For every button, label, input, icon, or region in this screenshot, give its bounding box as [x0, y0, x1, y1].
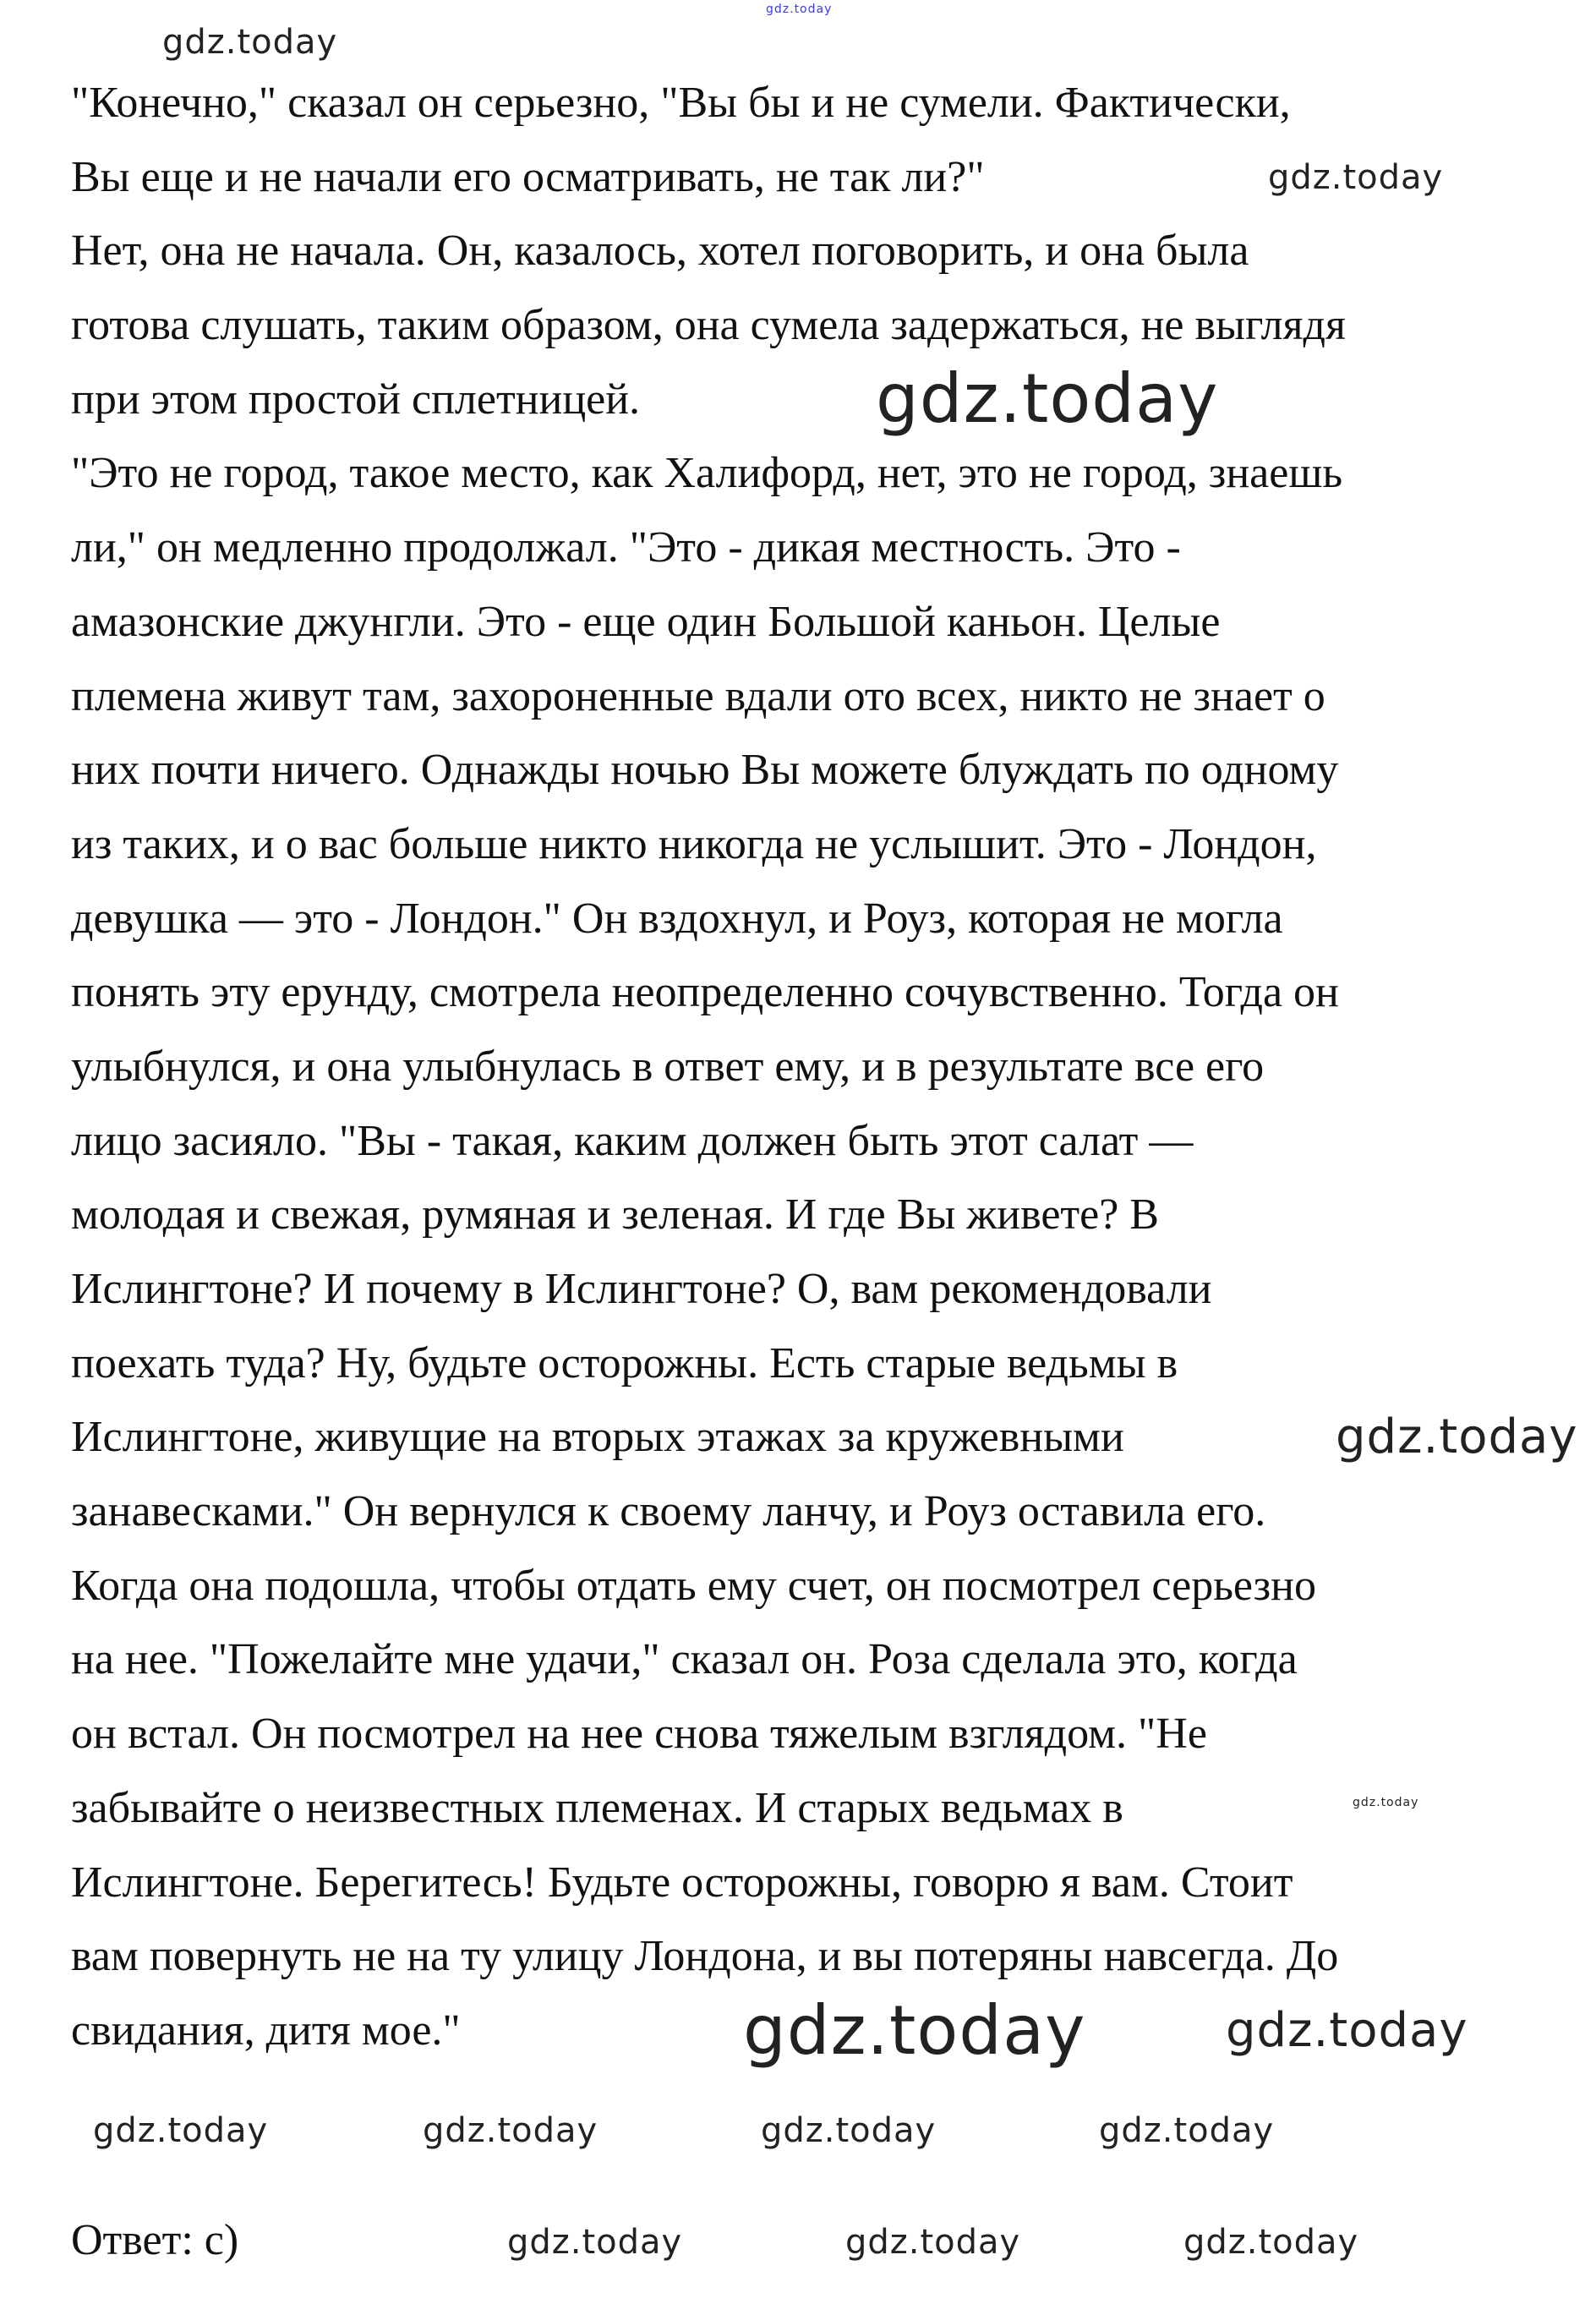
- watermark: gdz.today: [766, 3, 833, 16]
- watermark: gdz.today: [876, 359, 1219, 438]
- text-line: Когда она подошла, чтобы отдать ему счет, он посмотрел серьезно: [71, 1561, 1317, 1610]
- watermark: gdz.today: [845, 2223, 1021, 2262]
- text-line: ли," он медленно продолжал. "Это - дикая местность. Это -: [71, 523, 1181, 572]
- text-line: племена живут там, захороненные вдали ото всех, никто не знает о: [71, 671, 1325, 720]
- text-line: Вы еще и не начали его осматривать, не так ли?": [71, 152, 985, 201]
- watermark: gdz.today: [507, 2223, 683, 2262]
- text-line: Ислингтоне, живущие на вторых этажах за кружевными: [71, 1413, 1124, 1462]
- text-line: них почти ничего. Однажды ночью Вы можете блуждать по одному: [71, 746, 1339, 795]
- text-line: Нет, она не начала. Он, казалось, хотел поговорить, и она была: [71, 227, 1249, 276]
- text-line: лицо засияло. "Вы - такая, каким должен быть этот салат —: [71, 1116, 1194, 1165]
- watermark: gdz.today: [1268, 158, 1444, 197]
- text-line: при этом простой сплетницей.: [71, 375, 641, 424]
- text-line: амазонские джунгли. Это - еще один Большой каньон. Целые: [71, 597, 1221, 646]
- text-line: девушка — это - Лондон." Он вздохнул, и Роуз, которая не могла: [71, 894, 1283, 943]
- text-line: из таких, и о вас больше никто никогда не услышит. Это - Лондон,: [71, 819, 1317, 868]
- text-line: забывайте о неизвестных племенах. И старых ведьмах в: [71, 1783, 1123, 1832]
- text-line: он встал. Он посмотрел на нее снова тяжелым взглядом. "Не: [71, 1710, 1207, 1759]
- text-line: на нее. "Пожелайте мне удачи," сказал он. Роза сделала это, когда: [71, 1635, 1298, 1684]
- text-line: улыбнулся, и она улыбнулась в ответ ему, и в результате все его: [71, 1042, 1265, 1091]
- watermark: gdz.today: [1336, 1409, 1578, 1464]
- watermark: gdz.today: [162, 23, 338, 62]
- text-line: молодая и свежая, румяная и зеленая. И где Вы живете? В: [71, 1190, 1159, 1240]
- answer-text: Ответ: с): [71, 2216, 239, 2264]
- text-line: Ислингтоне? И почему в Ислингтоне? О, вам рекомендовали: [71, 1265, 1212, 1313]
- watermark: gdz.today: [1353, 1796, 1419, 1809]
- watermark: gdz.today: [761, 2111, 937, 2150]
- text-line: "Конечно," сказал он серьезно, "Вы бы и не сумели. Фактически,: [71, 79, 1291, 127]
- watermark: gdz.today: [93, 2111, 269, 2150]
- watermark: gdz.today: [1226, 2003, 1468, 2058]
- text-line: готова слушать, таким образом, она сумела задержаться, не выглядя: [71, 301, 1346, 350]
- text-line: понять эту ерунду, смотрела неопределенно сочувственно. Тогда он: [71, 968, 1339, 1017]
- text-line: свидания, дитя мое.": [71, 2006, 461, 2055]
- watermark: gdz.today: [1183, 2223, 1359, 2262]
- watermark: gdz.today: [743, 1991, 1086, 2070]
- text-line: Ислингтоне. Берегитесь! Будьте осторожны, говорю я вам. Стоит: [71, 1858, 1293, 1907]
- watermark: gdz.today: [1099, 2111, 1275, 2150]
- text-line: занавесками." Он вернулся к своему ланчу, и Роуз оставила его.: [71, 1487, 1266, 1536]
- text-line: поехать туда? Ну, будьте осторожны. Есть старые ведьмы в: [71, 1338, 1178, 1387]
- watermark: gdz.today: [423, 2111, 598, 2150]
- text-line: "Это не город, такое место, как Халифорд, нет, это не город, знаешь: [71, 449, 1343, 498]
- text-line: вам повернуть не на ту улицу Лондона, и вы потеряны навсегда. До: [71, 1932, 1339, 1981]
